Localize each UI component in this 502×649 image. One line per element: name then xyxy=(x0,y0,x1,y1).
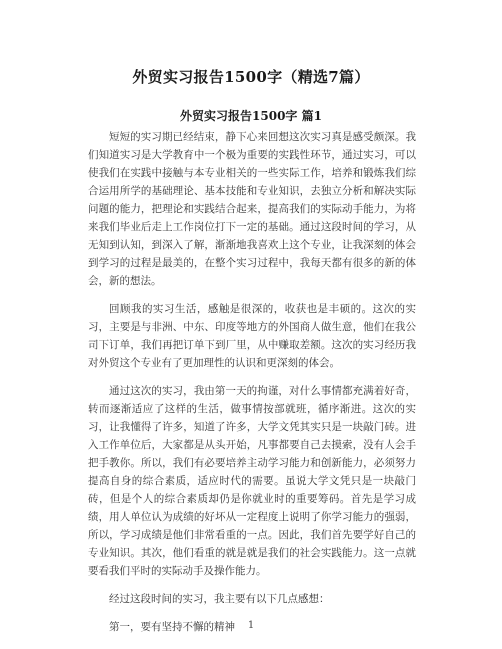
paragraph-3: 通过这次的实习，我由第一天的拘谨，对什么事情都充满着好奇，转而逐渐适应了这样的生活，做事情按部就班，循序渐进。这次的实习，让我懂得了许多，知道了许多，大学文凭其实只是一块敲门砖。进入工作单位后，大家都是从头开始，凡事都要自己去摸索，没有人会手把手教你。所以，我们有必要培养主动学习能力和创新能力，必须努力提高自身的综合素质，适应时代的需要。虽说大学文凭只是一块敲门砖，但是个人的综合素质却仍是你就业时的重要筹码。首先是学习成绩，用人单位认为成绩的好坏从一定程度上说明了你学习能力的强弱，所以，学习成绩是他们非常看重的一点。因此，我们首先要学好自己的专业知识。其次，他们看重的就是就是我们的社会实践能力。这一点就要看我们平时的实际动手及操作能力。 xyxy=(88,385,416,577)
paragraph-1: 短短的实习期已经结束，静下心来回想这次实习真是感受颇深。我们知道实习是大学教育中一个极为重要的实践性环节，通过实习，可以使我们在实践中接触与本专业相关的一些实际工作，培养和锻炼我们综合运用所学的基础理论、基本技能和专业知识，去独立分析和解决实际问题的能力，把理论和实践结合起来，提高我们的实际动手能力，为将来我们毕业后走上工作岗位打下一定的基础。通过这段时间的学习，从无知到认知，到深入了解，渐渐地我喜欢上这个专业，让我深刻的体会到学习的过程是最美的，在整个实习过程中，我每天都有很多的新的体会，新的想法。 xyxy=(88,131,416,287)
paragraph-5: 第一，要有坚持不懈的精神 xyxy=(109,621,235,633)
section-title: 外贸实习报告1500字 篇1 xyxy=(180,109,322,123)
page-number: 1 xyxy=(247,620,255,631)
document-body xyxy=(88,128,416,646)
paragraph-4: 经过这段时间的实习，我主要有以下几点感想： xyxy=(109,593,330,605)
document-title: 外贸实习报告1500字（精选7篇） xyxy=(132,68,370,86)
paragraph-2: 回顾我的实习生活，感触是很深的，收获也是丰硕的。这次的实习，主要是与非洲、中东、印度等地方的外国商人做生意，他们在我公司下订单，我们再把订单下到厂里，从中赚取差额。这次的实习经历我对外贸这个专业有了更加理性的认识和更深刻的体会。 xyxy=(88,303,416,369)
